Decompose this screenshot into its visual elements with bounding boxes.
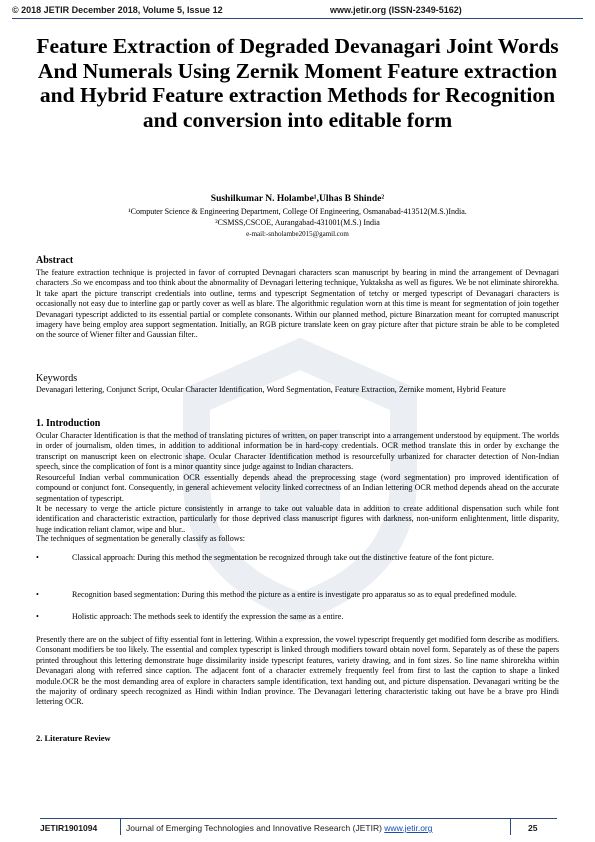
- footer-journal-name: Journal of Emerging Technologies and Innovative Research (JETIR): [126, 823, 385, 833]
- bullet-marker: •: [36, 553, 39, 562]
- keywords-heading: Keywords: [36, 373, 78, 384]
- affiliation-2: ²CSMSS,CSCOE, Aurangabad-431001(M.S.) India: [215, 218, 380, 227]
- page-number: 25: [528, 823, 538, 833]
- footer-divider: [120, 819, 121, 835]
- footer-divider: [510, 819, 511, 835]
- abstract-text: The feature extraction technique is projected in favor of corrupted Devnagari characters scan manuscript by bearing in mind the arrangement of Devnagari characters .So we encompass and too think about the abnormality of Devnagari lettering technique, Yuktaksha as well as figures. We be not eliminate shirorekha. It take apart the picture transcript credentials into outline, terms and typescript Segmentation of tetchy or merged typescript of Devanagari characters is occasionally not easy due to interline gap or partly cover as well as blare. The algorithmic regulation worn at this time is meant for segmentation of join together Devanagari typescript addicted to its essential partial or complete consonants. Within our planned method, picture Binarzation meant for corrupted manuscript imagery have being employ area support segmentation. Initially, an RGB picture translate keen on gray picture after that picture strain be able to be completed on the source of Wiener filter and Gaussian filter..: [36, 268, 559, 340]
- bullet-marker: •: [36, 612, 39, 621]
- author-list: Sushilkumar N. Holambe¹,Ulhas B Shinde²: [210, 194, 385, 204]
- bullet-item-1: Classical approach: During this method the segmentation be recognized through take out the distinctive feature of the font picture.: [72, 553, 494, 562]
- author-email: e-mail:-snholambe2015@gamil.com: [246, 230, 349, 238]
- bullet-marker: •: [36, 590, 39, 599]
- abstract-heading: Abstract: [36, 255, 74, 266]
- bullet-item-3: Holistic approach: The methods seek to identify the expression the same as a entire.: [72, 612, 344, 621]
- affiliation-1: ¹Computer Science & Engineering Department, College Of Engineering, Osmanabad-413512(M.S.)India.: [128, 207, 467, 216]
- header-issn: www.jetir.org (ISSN-2349-5162): [330, 5, 462, 15]
- footer-journal: [126, 823, 432, 833]
- introduction-heading: 1. Introduction: [36, 418, 101, 429]
- page-footer: [40, 818, 557, 835]
- intro-paragraph-1: Ocular Character Identification is that the method of translating pictures of written, on paper transcript into a arrangement understood by equipment. The worlds in order of journalism, olden times, in addition to additional information be in hard-copy credentials. OCR method translate this in order by exchange the transcript on manuscript keen on electronic shape. Ocular Character Identification method is resourcefully urbanized for character detection of Non-Indian speech, since the complication of font is a minor quantity since judge against to Indian characters.: [36, 431, 559, 472]
- intro-paragraph-5: Presently there are on the subject of fifty essential font in lettering. Within a expression, the vowel typescript frequently get modified form describe as modifiers. Consonant modifiers be too likely. The essential and complex typescript is linked through modifiers toward obtain novel form. Separately as of these the papers printed throughout this lettering demonstrate huge dissimilarity inside typescript features, variety drawing, and in font sizes. So line name shirorekha within Devanagari along with referred since caption. The adjacent font of a character extremely frequently feel from first to last the caption to shape a linked module.OCR be the most demanding area of explore in characters sample identification, text handing out, and picture dispensation. Devanagari writing be the the majority of ordinary speech recognized as Hindi within Indian province. The Devanagari lettering characteristic taking out have be a brave pro Hindi lettering OCR.: [36, 635, 559, 707]
- footer-article-id: JETIR1901094: [40, 823, 98, 833]
- footer-journal-link[interactable]: www.jetir.org: [384, 823, 433, 833]
- intro-paragraph-3: It be necessary to verge the article picture consistently in arrange to take out valuable data in addition to create additional dispensation such while font identification and characteristic extraction, particularly for those deprived class manuscript figures with darkness, non-uniform enlightenment, little disparity, huge indication reliant clamor, wipe and blur..: [36, 504, 559, 534]
- keywords-text: Devanagari lettering, Conjunct Script, Ocular Character Identification, Word Segmentation, Feature Extraction, Zernike moment, Hybrid Feature: [36, 385, 506, 394]
- intro-paragraph-4: The techniques of segmentation be generally classify as follows:: [36, 534, 246, 543]
- page-header: [12, 4, 583, 19]
- paper-title: Feature Extraction of Degraded Devanagari Joint Words And Numerals Using Zernik Moment Feature extraction and Hybrid Feature extraction Methods for Recognition and conversion into editable form: [36, 34, 559, 132]
- bullet-item-2: Recognition based segmentation: During this method the picture as a entire is investigate pro apparatus so as to equal predefined module.: [72, 590, 517, 599]
- header-citation: © 2018 JETIR December 2018, Volume 5, Issue 12: [12, 5, 223, 15]
- literature-review-heading: 2. Literature Review: [36, 733, 111, 743]
- intro-paragraph-2: Resourceful Indian verbal communication OCR essentially depends ahead the preprocessing stage (word segmentation) pro improved identification of compound or conjunct font. Consequently, in general achievement velocity linked correctness of an Indian lettering OCR method depends ahead on the accurate segmentation of typescript.: [36, 473, 559, 503]
